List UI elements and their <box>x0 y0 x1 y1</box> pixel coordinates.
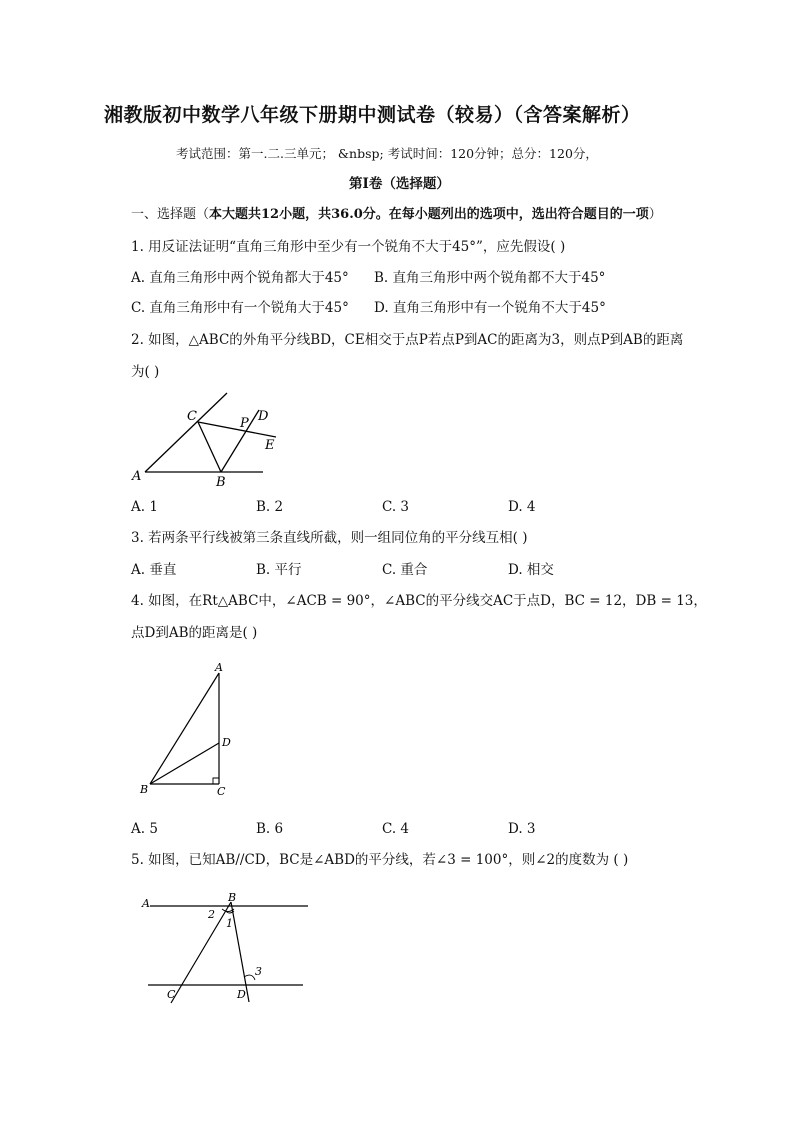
q1-option-a: A. 直角三角形中两个锐角都大于45° <box>131 270 349 286</box>
q2-option-c: C. 3 <box>382 499 410 515</box>
q5-label-d: D <box>237 988 246 1001</box>
q5-stem: 5. 如图，已知AB//CD，BC是∠ABD的平分线，若∠3 = 100°，则∠2的度数为 ( ) <box>131 852 629 868</box>
q5-label-angle-3: 3 <box>255 965 262 978</box>
q3-option-a: A. 垂直 <box>131 562 177 578</box>
q4-figure <box>138 660 248 800</box>
q2-label-a: A <box>132 469 142 484</box>
q2-figure <box>130 393 290 493</box>
part1-header-bold: 本大题共12小题，共36.0分。在每小题列出的选项中，选出符合题目的一项 <box>209 207 649 222</box>
q1-option-d: D. 直角三角形中有一个锐角不大于45° <box>374 300 606 316</box>
q2-label-p: P <box>240 416 249 431</box>
q4-stem-line1: 4. 如图，在Rt△ABC中，∠ACB = 90°，∠ABC的平分线交AC于点D，BC = 12，DB = 13， <box>131 593 707 609</box>
q5-label-b: B <box>228 891 237 904</box>
q5-line-bc <box>171 902 231 1003</box>
q5-label-angle-2: 2 <box>208 908 215 921</box>
q4-option-a: A. 5 <box>131 821 158 837</box>
q1-option-b: B. 直角三角形中两个锐角都不大于45° <box>374 270 606 286</box>
q2-option-d: D. 4 <box>508 499 536 515</box>
q2-line-cb <box>198 422 221 472</box>
q4-label-c: C <box>217 785 226 798</box>
q2-option-b: B. 2 <box>256 499 284 515</box>
q5-label-c: C <box>167 988 176 1001</box>
q2-label-b: B <box>216 475 226 490</box>
q2-line-ce <box>198 422 276 437</box>
q4-line-ab <box>150 673 219 784</box>
q5-line-bd <box>231 902 249 1002</box>
part1-header <box>131 206 662 224</box>
q2-label-e: E <box>265 438 275 453</box>
q5-label-angle-1: 1 <box>226 917 233 930</box>
q2-stem-line1: 2. 如图，△ABC的外角平分线BD，CE相交于点P若点P到AC的距离为3，则点P到AB的距离 <box>131 332 684 348</box>
q2-line-ac <box>145 393 227 472</box>
q2-option-a: A. 1 <box>131 499 158 515</box>
page-title: 湘教版初中数学八年级下册期中测试卷（较易）（含答案解析） <box>104 104 641 126</box>
q4-stem-line2: 点D到AB的距离是( ) <box>131 625 258 641</box>
q4-label-b: B <box>140 783 149 796</box>
q4-label-a: A <box>215 661 223 674</box>
q4-line-bd <box>150 743 219 784</box>
q2-label-c: C <box>187 409 197 424</box>
q4-right-angle-mark <box>213 778 219 784</box>
q3-stem: 3. 若两条平行线被第三条直线所截，则一组同位角的平分线互相( ) <box>131 530 528 546</box>
q4-option-b: B. 6 <box>256 821 284 837</box>
q5-angle-3-arc <box>244 975 255 980</box>
q3-option-c: C. 重合 <box>382 562 428 578</box>
q5-figure <box>138 890 328 1020</box>
q3-option-b: B. 平行 <box>256 562 302 578</box>
q1-option-c: C. 直角三角形中有一个锐角大于45° <box>131 300 349 316</box>
q1-stem: 1. 用反证法证明“直角三角形中至少有一个锐角不大于45°”，应先假设( ) <box>131 239 566 255</box>
q2-stem-line2: 为( ) <box>131 364 160 380</box>
q5-label-a: A <box>142 897 150 910</box>
part1-header-suffix: ） <box>648 207 662 222</box>
part1-header-prefix: 一、选择题（ <box>131 207 210 222</box>
q4-label-d: D <box>222 736 231 749</box>
section-title: 第Ⅰ卷（选择题） <box>349 176 450 192</box>
exam-info: 考试范围：第一.二.三单元； &nbsp; 考试时间：120分钟；总分：120分， <box>176 146 598 161</box>
q2-label-d: D <box>258 409 269 424</box>
q3-option-d: D. 相交 <box>508 562 554 578</box>
q4-option-d: D. 3 <box>508 821 536 837</box>
q4-option-c: C. 4 <box>382 821 410 837</box>
